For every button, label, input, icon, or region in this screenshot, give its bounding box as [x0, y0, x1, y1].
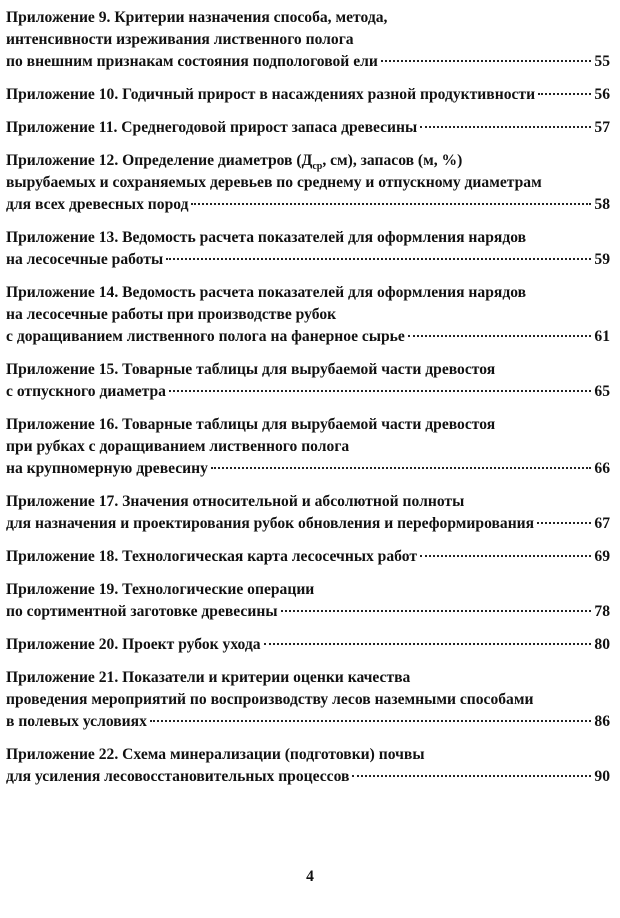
toc-entry-20[interactable]: [6, 634, 610, 656]
toc-page-number: 59: [594, 251, 610, 268]
toc-entry-text: с доращиванием лиственного полога на фанерное сырье: [6, 328, 405, 345]
toc-page-number: 80: [594, 636, 610, 653]
dot-leader: [537, 522, 591, 524]
toc-entry-text: по внешним признакам состояния подпологовой ели: [6, 53, 378, 70]
dot-leader: [281, 610, 592, 612]
toc-entry-last-line: [6, 381, 610, 403]
toc-entry-last-line: [6, 249, 610, 271]
dot-leader: [169, 390, 591, 392]
toc-entry-last-line: [6, 513, 610, 535]
toc-entry-line: на лесосечные работы при производстве рубок: [6, 306, 337, 323]
subscript: ср: [312, 161, 323, 173]
dot-leader: [408, 335, 592, 337]
toc-entry-text: , см), запасов (м, %): [322, 152, 463, 169]
toc-entry-last-line: [6, 601, 610, 623]
toc-page-number: 55: [594, 53, 610, 70]
toc-entry-text: Приложение 18. Технологическая карта лесосечных работ: [6, 548, 417, 565]
toc-entry-line: [6, 150, 610, 172]
toc-page-number: 78: [594, 603, 610, 620]
toc-entry-text: на крупномерную древесину: [6, 460, 208, 477]
toc-entry-line: Приложение 21. Показатели и критерии оценки качества: [6, 669, 411, 686]
toc-entry-21[interactable]: [6, 667, 610, 733]
page-footer-number: 4: [306, 868, 314, 885]
toc-page-number: 56: [594, 86, 610, 103]
toc-page-number: 61: [594, 328, 610, 345]
toc-entry-18[interactable]: [6, 546, 610, 568]
table-of-contents: [6, 7, 610, 799]
toc-entry-last-line: [6, 84, 610, 106]
dot-leader: [191, 203, 591, 205]
dot-leader: [264, 643, 592, 645]
dot-leader: [352, 775, 591, 777]
toc-entry-line: Приложение 15. Товарные таблицы для вырубаемой части древостоя: [6, 361, 496, 378]
dot-leader: [381, 60, 592, 62]
toc-page-number: 86: [594, 713, 610, 730]
toc-entry-text: по сортиментной заготовке древесины: [6, 603, 278, 620]
toc-entry-text: Приложение 11. Среднегодовой прирост запаса древесины: [6, 119, 418, 136]
toc-page-number: 67: [594, 515, 610, 532]
toc-page-number: 57: [594, 119, 610, 136]
toc-entry-line: при рубках с доращиванием лиственного полога: [6, 438, 350, 455]
toc-entry-line: проведения мероприятий по воспроизводству лесов наземными способами: [6, 691, 534, 708]
toc-page-number: 66: [594, 460, 610, 477]
toc-entry-line: Приложение 9. Критерии назначения способа, метода,: [6, 9, 388, 26]
toc-entry-text: Приложение 20. Проект рубок ухода: [6, 636, 261, 653]
toc-entry-line: Приложение 17. Значения относительной и абсолютной полноты: [6, 493, 465, 510]
toc-entry-17[interactable]: [6, 491, 610, 535]
toc-entry-10[interactable]: [6, 84, 610, 106]
toc-entry-last-line: [6, 711, 610, 733]
toc-entry-line: интенсивности изреживания лиственного полога: [6, 31, 354, 48]
toc-entry-text: Приложение 10. Годичный прирост в насаждениях разной продуктивности: [6, 86, 536, 103]
toc-entry-19[interactable]: [6, 579, 610, 623]
toc-entry-9[interactable]: [6, 7, 610, 73]
toc-entry-line: Приложение 22. Схема минерализации (подготовки) почвы: [6, 746, 425, 763]
toc-entry-text: на лесосечные работы: [6, 251, 164, 268]
toc-entry-last-line: [6, 634, 610, 656]
toc-page-number: 90: [594, 768, 610, 785]
toc-entry-last-line: [6, 766, 610, 788]
dot-leader: [166, 258, 591, 260]
toc-entry-last-line: [6, 326, 610, 348]
dot-leader: [538, 93, 591, 95]
dot-leader: [420, 555, 591, 557]
dot-leader: [150, 720, 592, 722]
toc-entry-13[interactable]: [6, 227, 610, 271]
toc-entry-14[interactable]: [6, 282, 610, 348]
toc-entry-text: для усиления лесовосстановительных процессов: [6, 768, 350, 785]
toc-entry-12[interactable]: [6, 150, 610, 216]
toc-entry-last-line: [6, 546, 610, 568]
toc-entry-line: вырубаемых и сохраняемых деревьев по среднему и отпускному диаметрам: [6, 174, 542, 191]
toc-entry-last-line: [6, 51, 610, 73]
toc-entry-line: Приложение 16. Товарные таблицы для вырубаемой части древостоя: [6, 416, 496, 433]
toc-entry-11[interactable]: [6, 117, 610, 139]
toc-entry-line: Приложение 14. Ведомость расчета показателей для оформления нарядов: [6, 284, 527, 301]
toc-entry-16[interactable]: [6, 414, 610, 480]
toc-page-number: 58: [594, 196, 610, 213]
dot-leader: [420, 126, 591, 128]
dot-leader: [211, 467, 591, 469]
toc-entry-22[interactable]: [6, 744, 610, 788]
toc-entry-text: для всех древесных пород: [6, 196, 189, 213]
toc-entry-15[interactable]: [6, 359, 610, 403]
toc-page-number: 69: [594, 548, 610, 565]
toc-entry-last-line: [6, 117, 610, 139]
toc-entry-last-line: [6, 458, 610, 480]
toc-entry-text: в полевых условиях: [6, 713, 147, 730]
toc-entry-text: для назначения и проектирования рубок обновления и переформирования: [6, 515, 535, 532]
toc-entry-last-line: [6, 194, 610, 216]
toc-entry-text: с отпускного диаметра: [6, 383, 166, 400]
toc-entry-line: Приложение 19. Технологические операции: [6, 581, 315, 598]
toc-entry-line: Приложение 13. Ведомость расчета показателей для оформления нарядов: [6, 229, 527, 246]
toc-entry-text: Приложение 12. Определение диаметров (Д: [6, 152, 313, 169]
toc-page-number: 65: [594, 383, 610, 400]
